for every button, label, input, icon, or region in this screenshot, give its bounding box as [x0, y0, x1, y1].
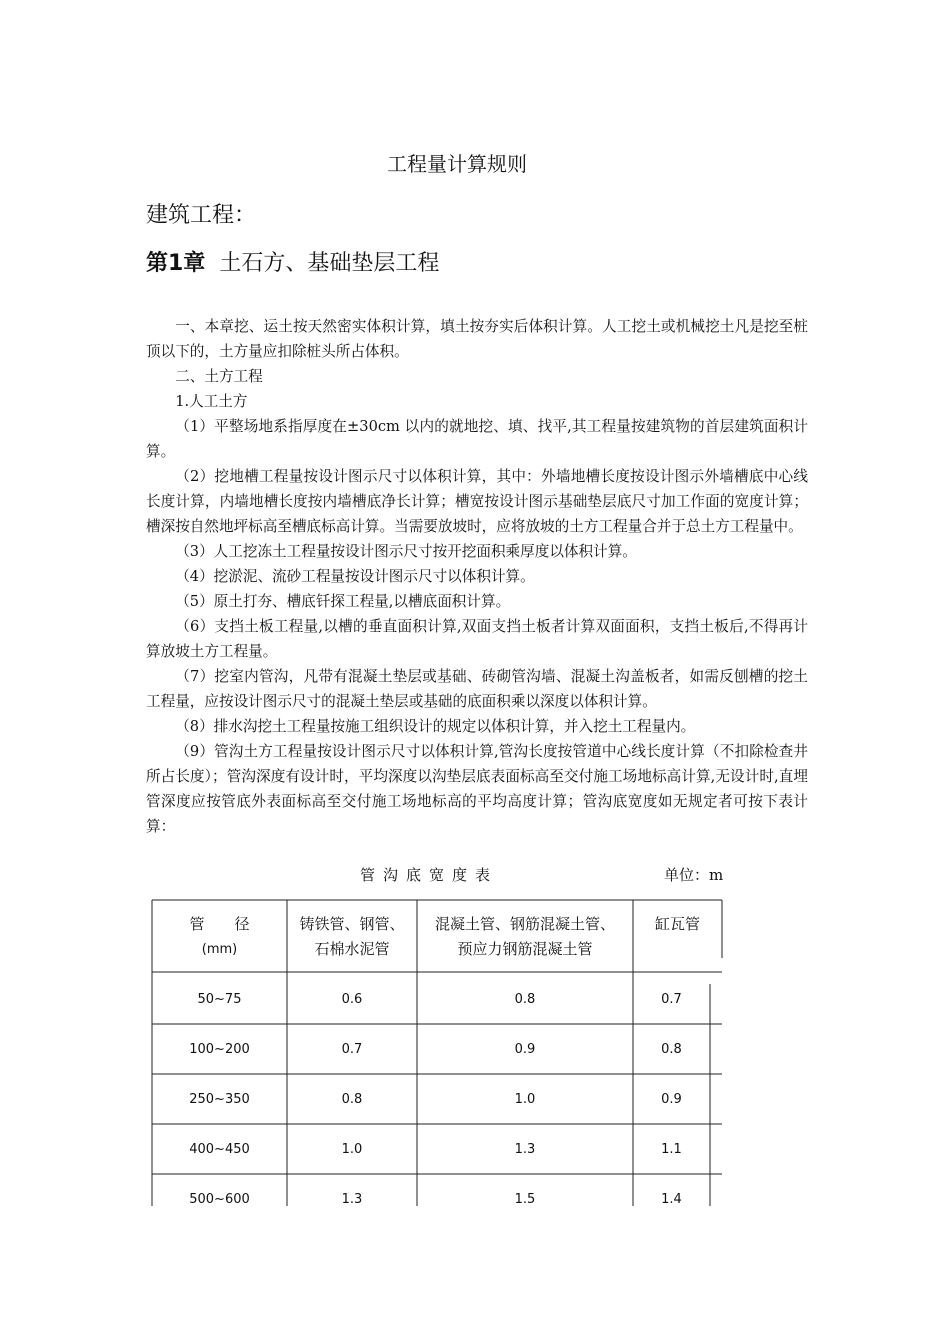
table-cell: 1.4: [661, 1192, 682, 1207]
table-cell-diameter: 250~350: [189, 1092, 250, 1107]
pipe-trench-width-table: [150, 898, 725, 1213]
table-cell-diameter: 100~200: [189, 1042, 250, 1057]
paragraph: （2）挖地槽工程量按设计图示尺寸以体积计算，其中：外墙地槽长度按设计图示外墙槽底中心线长度计算，内墙地槽长度按内墙槽底净长计算；槽宽按设计图示基础垫层底尺寸加工作面的宽度计算；槽深按自然地坪标高至槽底标高计算。当需要放坡时，应将放坡的土方工程量合并于总土方工程量中。: [146, 468, 808, 535]
table-cell: 1.0: [514, 1092, 536, 1107]
body-text: [146, 314, 808, 839]
chapter-title: 土石方、基础垫层工程: [219, 251, 440, 276]
table-cell: 0.8: [514, 992, 536, 1007]
paragraph: 1.人工土方: [175, 393, 248, 410]
table-cell: 0.9: [661, 1092, 682, 1107]
table-cell-diameter: 50~75: [197, 992, 242, 1007]
paragraph: （1）平整场地系指厚度在±30cm 以内的就地挖、填、找平,其工程量按建筑物的首层建筑面积计算。: [146, 418, 808, 460]
table-cell: 1.0: [341, 1142, 363, 1157]
table-cell: 0.7: [661, 992, 682, 1007]
table-cell-diameter: 400~450: [189, 1142, 250, 1157]
document-title: 工程量计算规则: [387, 152, 527, 176]
table-cell: 1.1: [661, 1142, 682, 1157]
table-cell: 0.6: [341, 992, 363, 1007]
chapter-heading: [146, 246, 439, 277]
paragraph: （5）原土打夯、槽底钎探工程量,以槽底面积计算。: [175, 593, 511, 610]
table-cell: 0.9: [514, 1042, 536, 1057]
table-cell: 1.3: [341, 1192, 363, 1207]
paragraph: 一、本章挖、运土按天然密实体积计算，填土按夯实后体积计算。人工挖土或机械挖土凡是挖至桩顶以下的，土方量应扣除桩头所占体积。: [146, 318, 808, 360]
paragraph: 二、土方工程: [175, 368, 263, 385]
paragraph: （6）支挡土板工程量,以槽的垂直面积计算,双面支挡土板者计算双面面积，支挡土板后,不得再计算放坡土方工程量。: [146, 618, 808, 660]
paragraph: （9）管沟土方工程量按设计图示尺寸以体积计算,管沟长度按管道中心线长度计算（不扣除检查井所占长度）；管沟深度有设计时，平均深度以沟垫层底表面标高至交付施工场地标高计算,无设计时,直埋管深度应按管底外表面标高至交付施工场地标高的平均高度计算；管沟底宽度如无规定者可按下表计算：: [146, 743, 808, 835]
table-cell: 0.8: [661, 1042, 682, 1057]
table-cell: 0.7: [341, 1042, 363, 1057]
table-cell: 0.8: [341, 1092, 363, 1107]
table-cell: 1.5: [514, 1192, 536, 1207]
table-cell: 1.3: [514, 1142, 536, 1157]
table-caption: 管沟底宽度表: [360, 866, 499, 884]
header-pipe-diameter: 管 径 (mm): [189, 915, 250, 957]
table-unit: 单位：m: [664, 866, 724, 884]
section-heading: 建筑工程：: [146, 203, 257, 228]
paragraph: （7）挖室内管沟，凡带有混凝土垫层或基础、砖砌管沟墙、混凝土沟盖板者，如需反刨槽的挖土工程量，应按设计图示尺寸的混凝土垫层或基础的底面积乘以深度以体积计算。: [146, 668, 808, 710]
paragraph: （4）挖淤泥、流砂工程量按设计图示尺寸以体积计算。: [175, 568, 535, 585]
paragraph: （3）人工挖冻土工程量按设计图示尺寸按开挖面积乘厚度以体积计算。: [175, 543, 637, 560]
header-cast-iron-steel: 铸铁管、钢管、 石棉水泥管: [299, 915, 405, 958]
header-clay-pipe: 缸瓦管: [654, 915, 700, 933]
chapter-number: 第1章: [146, 251, 206, 276]
table-cell-diameter: 500~600: [189, 1192, 250, 1207]
header-concrete-pipe: 混凝土管、钢筋混凝土管、 预应力钢筋混凝土管: [434, 915, 615, 958]
paragraph: （8）排水沟挖土工程量按施工组织设计的规定以体积计算，并入挖土工程量内。: [175, 718, 696, 735]
